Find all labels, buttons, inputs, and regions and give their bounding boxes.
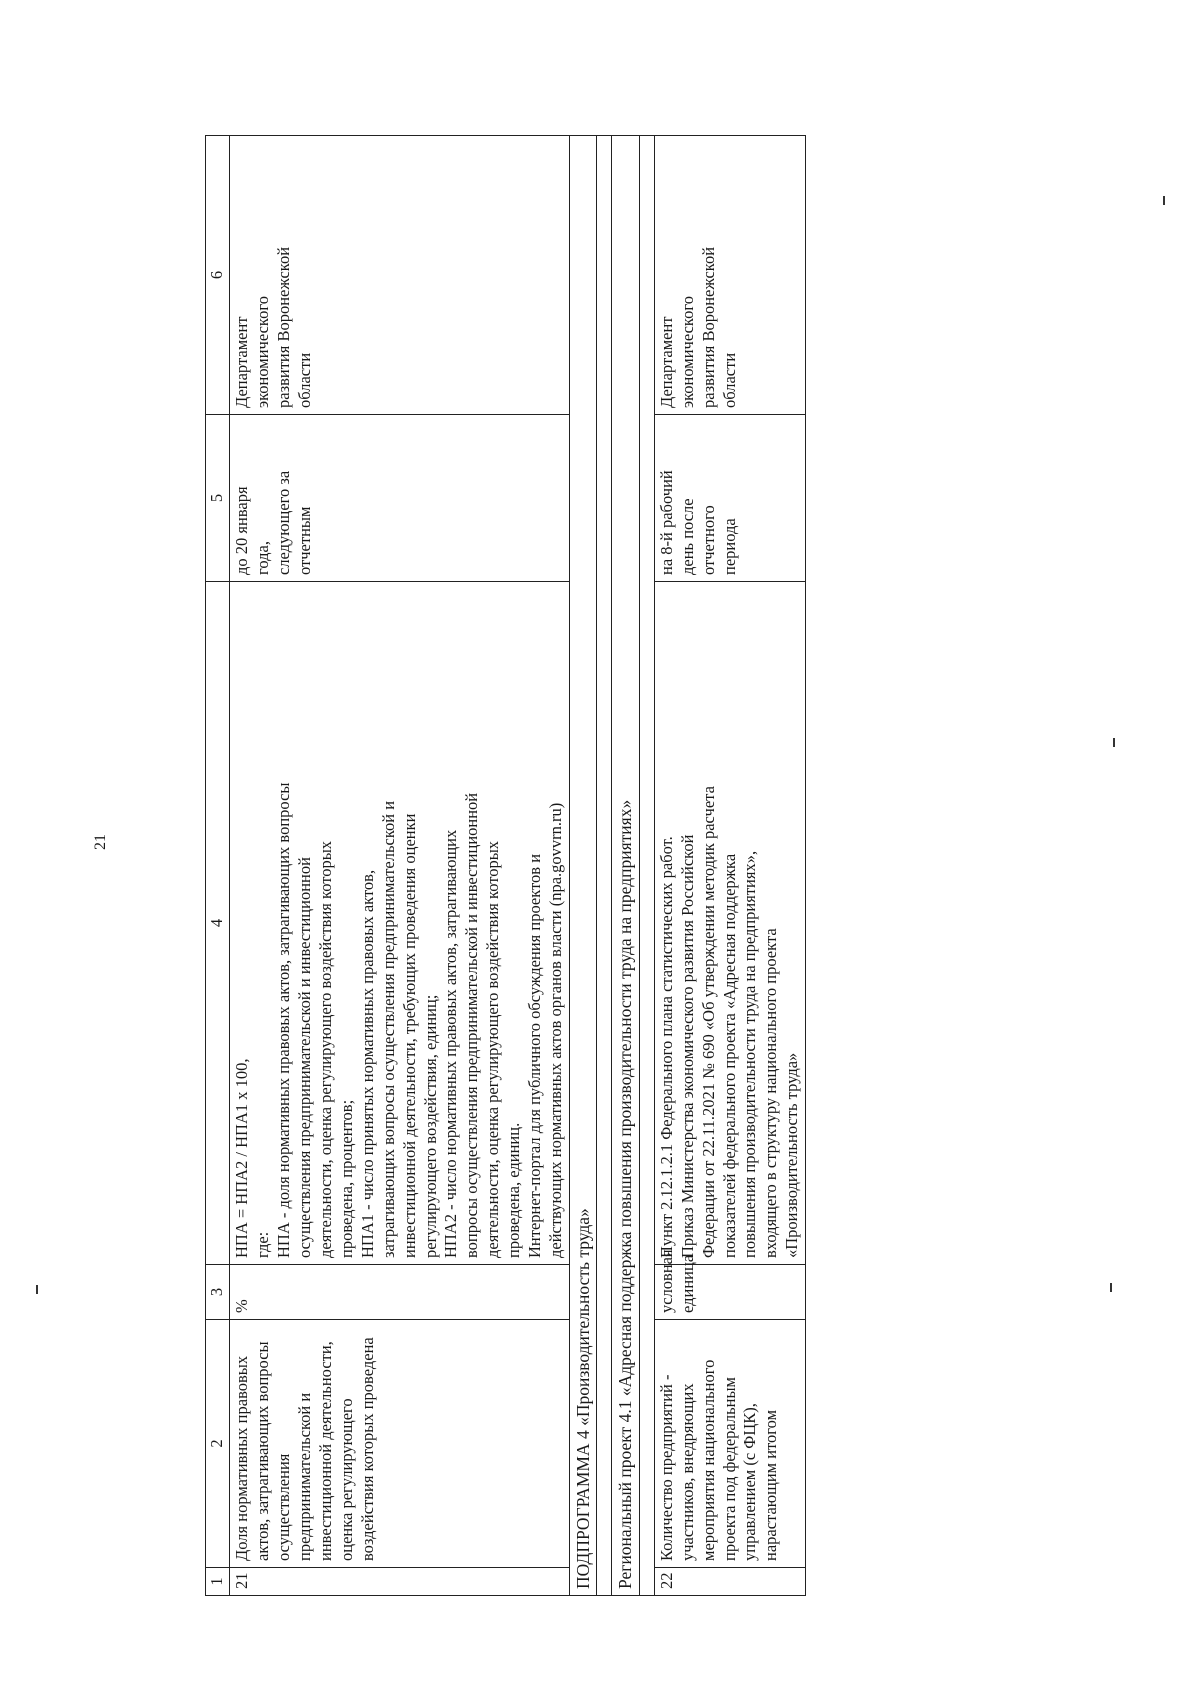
indicator-name-line: управлением (с ФЦК), xyxy=(740,1403,760,1561)
scan-speck xyxy=(1113,738,1115,747)
responsible-cell xyxy=(654,136,806,415)
method-line: Приказ Министерства экономического развития Российской xyxy=(677,834,697,1258)
method-line: затрагивающих вопросы осуществления предпринимательской и xyxy=(378,800,398,1258)
method-line: повышения производительности труда на предприятиях», xyxy=(740,850,760,1258)
method-line: «Производительность труда» xyxy=(782,1052,802,1258)
header-cell-4: 4 xyxy=(206,582,230,1265)
method-line: Федерации от 22.11.2021 № 690 «Об утверждении методик расчета xyxy=(698,786,718,1258)
indicator-name-line: Количество предприятий - xyxy=(656,1374,676,1561)
spacer-row xyxy=(639,136,654,1596)
spacer-cell xyxy=(639,136,654,1596)
method-line: НПА1 - число принятых нормативных правовых актов, xyxy=(357,869,377,1258)
regional-project-row xyxy=(612,136,639,1596)
scan-speck xyxy=(1163,196,1165,205)
unit-cell: % xyxy=(229,1265,569,1320)
indicator-name-line: инвестиционной деятельности, xyxy=(315,1341,335,1561)
deadline-line: следующего за xyxy=(273,470,293,575)
header-cell-2: 2 xyxy=(206,1320,230,1568)
table-row-21 xyxy=(229,136,569,1596)
deadline-line: до 20 января xyxy=(231,486,251,575)
indicator-name-cell xyxy=(654,1320,806,1568)
method-cell xyxy=(229,582,569,1265)
deadline-line: на 8-й рабочий xyxy=(656,470,676,575)
method-line: НПА - доля нормативных правовых актов, затрагивающих вопросы xyxy=(273,782,293,1258)
header-cell-5: 5 xyxy=(206,415,230,582)
method-line: показателей федерального проекта «Адресная поддержка xyxy=(719,853,739,1258)
method-line: регулирующего воздействия, единиц; xyxy=(420,994,440,1258)
row-number: 21 xyxy=(229,1568,569,1596)
method-line: входящего в структуру национального проекта xyxy=(761,928,781,1258)
responsible-line: экономического xyxy=(252,296,272,408)
deadline-line: периода xyxy=(719,518,739,575)
indicator-name-line: Доля нормативных правовых xyxy=(231,1355,251,1561)
scan-speck xyxy=(1110,1283,1112,1292)
deadline-cell xyxy=(229,415,569,582)
responsible-line: развития Воронежской xyxy=(698,246,718,408)
indicator-name-line: участников, внедряющих xyxy=(677,1383,697,1561)
spacer-row xyxy=(597,136,612,1596)
method-line: НПА2 - число нормативных правовых актов, затрагивающих xyxy=(441,829,461,1258)
method-line: действующих нормативных актов органов власти (npa.govvrn.ru) xyxy=(546,802,566,1258)
method-line: осуществления предпринимательской и инвестиционной xyxy=(294,857,314,1258)
header-cell-1: 1 xyxy=(206,1568,230,1596)
unit-cell xyxy=(654,1249,806,1320)
scan-speck xyxy=(36,1285,38,1294)
subprogram-title: ПОДПРОГРАММА 4 «Производительность труда» xyxy=(570,136,597,1596)
method-line: НПА = НПА2 / НПА1 х 100, xyxy=(231,1058,251,1258)
header-row xyxy=(206,136,230,1596)
spacer-cell xyxy=(597,136,612,1596)
method-line: инвестиционной деятельности, требующих проведения оценки xyxy=(399,813,419,1258)
method-cell xyxy=(654,582,806,1265)
indicator-name-line: нарастающим итогом xyxy=(761,1409,781,1561)
method-line: проведена, единиц. xyxy=(504,1122,524,1258)
deadline-line: года, xyxy=(252,541,272,575)
unit-line: единица xyxy=(677,1254,697,1313)
deadline-line: отчетного xyxy=(698,505,718,575)
responsible-line: развития Воронежской xyxy=(273,246,293,408)
row-number: 22 xyxy=(654,1568,806,1596)
method-line: Пункт 2.12.1.2.1 Федерального плана статистических работ. xyxy=(656,836,676,1258)
deadline-cell xyxy=(654,415,806,582)
subprogram-row xyxy=(570,136,597,1596)
method-line: где: xyxy=(252,1231,272,1258)
rotated-table-container xyxy=(205,136,1055,1596)
unit-line: условная xyxy=(656,1249,676,1313)
indicator-name-line: осуществления xyxy=(273,1453,293,1561)
page-number: 21 xyxy=(92,834,109,850)
method-line: вопросы осуществления предпринимательской и инвестиционной xyxy=(462,792,482,1258)
deadline-line: день после xyxy=(677,498,697,575)
indicator-name-line: оценка регулирующего xyxy=(336,1398,356,1561)
header-cell-6: 6 xyxy=(206,136,230,415)
header-cell-3: 3 xyxy=(206,1265,230,1320)
deadline-line: отчетным xyxy=(294,506,314,575)
method-line: деятельности, оценка регулирующего воздействия которых xyxy=(315,840,335,1258)
indicator-name-line: актов, затрагивающих вопросы xyxy=(252,1341,272,1561)
indicator-table xyxy=(205,135,806,1596)
responsible-cell xyxy=(229,136,569,415)
method-line: Интернет-портал для публичного обсуждения проектов и xyxy=(525,853,545,1258)
indicator-name-line: воздействия которых проведена xyxy=(357,1337,377,1561)
responsible-line: экономического xyxy=(677,296,697,408)
table-row-22 xyxy=(654,136,806,1596)
responsible-line: области xyxy=(294,352,314,408)
responsible-line: Департамент xyxy=(231,316,251,408)
responsible-line: области xyxy=(719,352,739,408)
method-line: деятельности, оценка регулирующего воздействия которых xyxy=(483,840,503,1258)
indicator-name-line: мероприятия национального xyxy=(698,1359,718,1561)
method-line: проведена, процентов; xyxy=(336,1099,356,1258)
regional-project-title: Региональный проект 4.1 «Адресная поддержка повышения производительности труда на предприятиях» xyxy=(612,136,639,1596)
indicator-name-line: проекта под федеральным xyxy=(719,1377,739,1561)
indicator-name-line: предпринимательской и xyxy=(294,1392,314,1561)
responsible-line: Департамент xyxy=(656,316,676,408)
indicator-name-cell xyxy=(229,1320,569,1568)
